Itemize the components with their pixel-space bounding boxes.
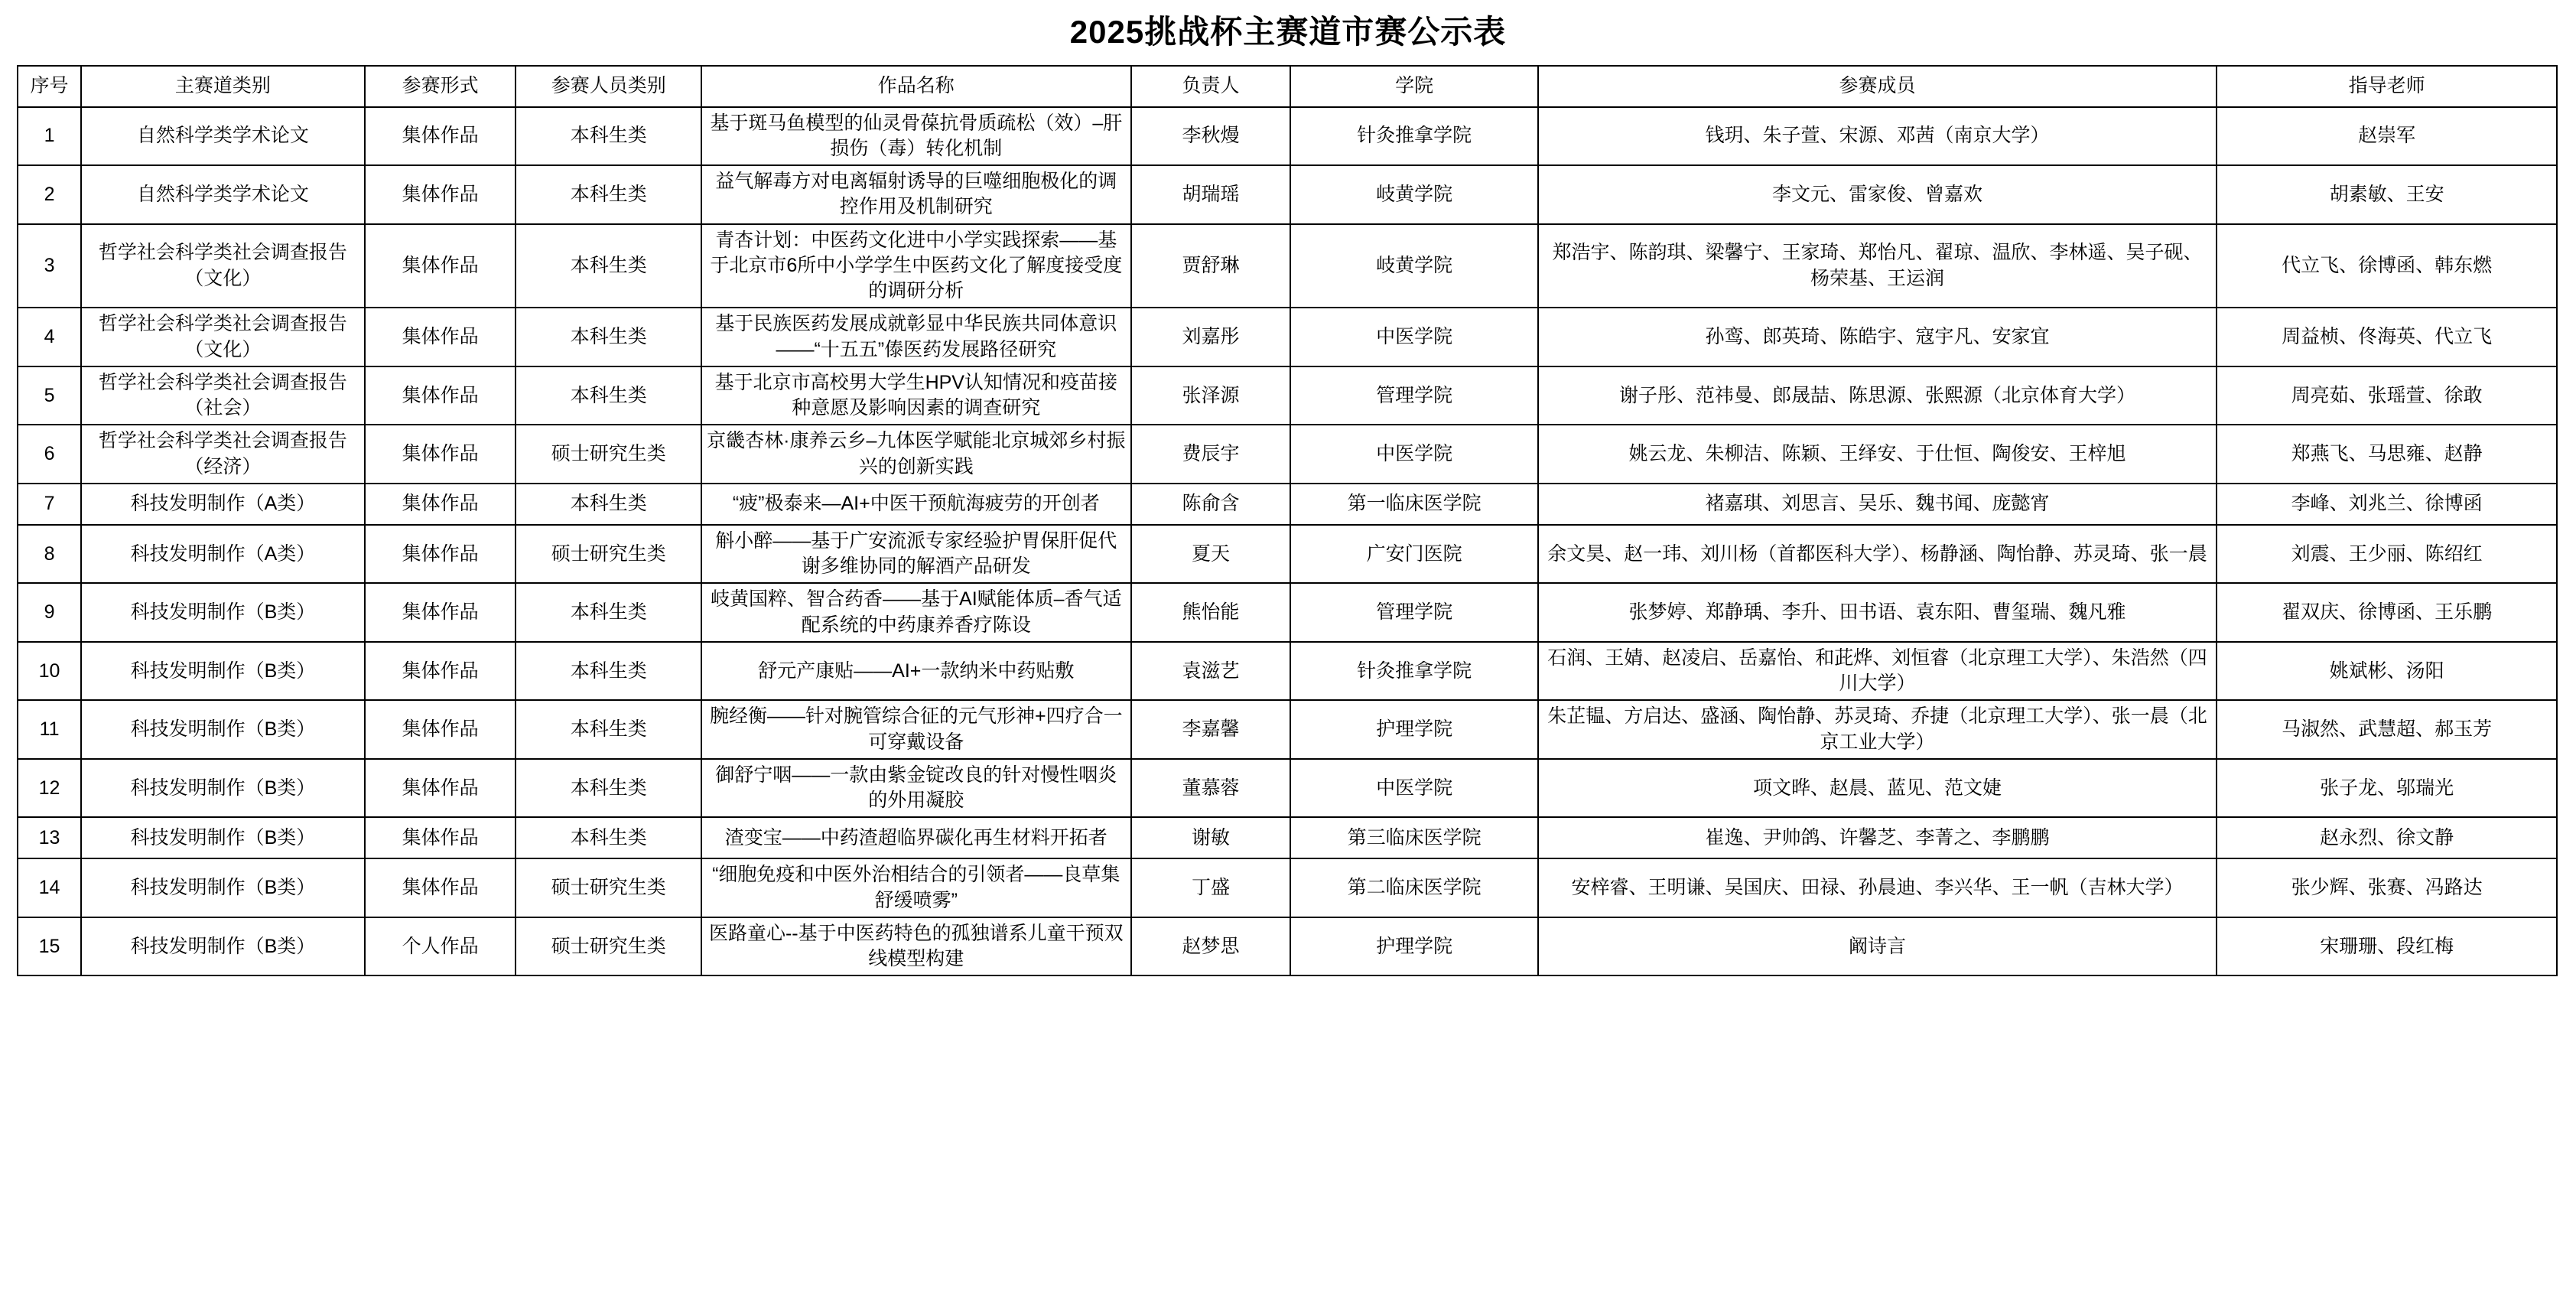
cell-leader: 谢敏 xyxy=(1131,817,1291,858)
cell-index: 12 xyxy=(18,759,81,818)
cell-index: 11 xyxy=(18,700,81,759)
cell-teachers: 郑燕飞、马思雍、赵静 xyxy=(2217,425,2557,484)
cell-college: 第二临床医学院 xyxy=(1290,858,1537,917)
table-row xyxy=(18,308,2557,366)
cell-members: 石润、王婧、赵凌启、岳嘉怡、和茈烨、刘恒睿（北京理工大学）、朱浩然（四川大学） xyxy=(1538,642,2217,701)
table-header-row xyxy=(18,66,2557,107)
cell-college: 广安门医院 xyxy=(1290,525,1537,584)
cell-category: 自然科学类学术论文 xyxy=(81,165,365,224)
cell-index: 1 xyxy=(18,107,81,166)
cell-college: 第一临床医学院 xyxy=(1290,484,1537,525)
cell-teachers: 李峰、刘兆兰、徐博函 xyxy=(2217,484,2557,525)
cell-work: 腕经衡——针对腕管综合征的元气形神+四疗合一可穿戴设备 xyxy=(701,700,1131,759)
cell-form: 集体作品 xyxy=(365,525,516,584)
cell-form: 集体作品 xyxy=(365,366,516,425)
cell-work: 基于民族医药发展成就彰显中华民族共同体意识——“十五五”傣医药发展路径研究 xyxy=(701,308,1131,366)
cell-teachers: 宋珊珊、段红梅 xyxy=(2217,917,2557,976)
cell-participant-type: 本科生类 xyxy=(516,107,701,166)
cell-category: 哲学社会科学类社会调查报告（文化） xyxy=(81,224,365,308)
cell-index: 8 xyxy=(18,525,81,584)
cell-index: 15 xyxy=(18,917,81,976)
cell-college: 中医学院 xyxy=(1290,308,1537,366)
cell-index: 6 xyxy=(18,425,81,484)
cell-leader: 董慕蓉 xyxy=(1131,759,1291,818)
table-row xyxy=(18,759,2557,818)
cell-category: 科技发明制作（A类） xyxy=(81,525,365,584)
cell-work: 御舒宁咽——一款由紫金锭改良的针对慢性咽炎的外用凝胶 xyxy=(701,759,1131,818)
column-header-index: 序号 xyxy=(18,66,81,107)
cell-members: 孙鸾、郎英琦、陈皓宇、寇宇凡、安家宜 xyxy=(1538,308,2217,366)
cell-participant-type: 本科生类 xyxy=(516,583,701,642)
cell-form: 集体作品 xyxy=(365,165,516,224)
cell-index: 4 xyxy=(18,308,81,366)
cell-leader: 李秋熳 xyxy=(1131,107,1291,166)
cell-teachers: 刘震、王少丽、陈绍红 xyxy=(2217,525,2557,584)
cell-members: 褚嘉琪、刘思言、吴乐、魏书闻、庞懿宵 xyxy=(1538,484,2217,525)
cell-leader: 胡瑞瑶 xyxy=(1131,165,1291,224)
column-header-members: 参赛成员 xyxy=(1538,66,2217,107)
cell-participant-type: 本科生类 xyxy=(516,165,701,224)
page-title: 2025挑战杯主赛道市赛公示表 xyxy=(1069,14,1507,50)
cell-work: “疲”极泰来—AI+中医干预航海疲劳的开创者 xyxy=(701,484,1131,525)
cell-form: 集体作品 xyxy=(365,583,516,642)
cell-college: 第三临床医学院 xyxy=(1290,817,1537,858)
cell-category: 科技发明制作（B类） xyxy=(81,642,365,701)
cell-index: 3 xyxy=(18,224,81,308)
cell-college: 管理学院 xyxy=(1290,366,1537,425)
table-row xyxy=(18,366,2557,425)
cell-leader: 张泽源 xyxy=(1131,366,1291,425)
cell-form: 集体作品 xyxy=(365,858,516,917)
cell-members: 郑浩宇、陈韵琪、梁馨宁、王家琦、郑怡凡、翟琼、温欣、李林遥、吴子砚、杨荣基、王运润 xyxy=(1538,224,2217,308)
column-header-work: 作品名称 xyxy=(701,66,1131,107)
cell-form: 集体作品 xyxy=(365,817,516,858)
cell-participant-type: 硕士研究生类 xyxy=(516,858,701,917)
cell-participant-type: 本科生类 xyxy=(516,642,701,701)
cell-category: 自然科学类学术论文 xyxy=(81,107,365,166)
cell-participant-type: 硕士研究生类 xyxy=(516,917,701,976)
cell-teachers: 马淑然、武慧超、郝玉芳 xyxy=(2217,700,2557,759)
cell-college: 护理学院 xyxy=(1290,917,1537,976)
cell-leader: 袁滋艺 xyxy=(1131,642,1291,701)
column-header-category: 主赛道类别 xyxy=(81,66,365,107)
table-row xyxy=(18,817,2557,858)
cell-participant-type: 本科生类 xyxy=(516,308,701,366)
cell-category: 科技发明制作（B类） xyxy=(81,917,365,976)
cell-work: 青杏计划：中医药文化进中小学实践探索——基于北京市6所中小学学生中医药文化了解度接受度的调研分析 xyxy=(701,224,1131,308)
column-header-participant-type: 参赛人员类别 xyxy=(516,66,701,107)
cell-index: 14 xyxy=(18,858,81,917)
table-row xyxy=(18,700,2557,759)
cell-leader: 费辰宇 xyxy=(1131,425,1291,484)
cell-index: 2 xyxy=(18,165,81,224)
cell-work: 益气解毒方对电离辐射诱导的巨噬细胞极化的调控作用及机制研究 xyxy=(701,165,1131,224)
table-row xyxy=(18,484,2557,525)
public-notice-table xyxy=(17,65,2558,977)
cell-participant-type: 本科生类 xyxy=(516,484,701,525)
cell-participant-type: 硕士研究生类 xyxy=(516,525,701,584)
cell-leader: 夏天 xyxy=(1131,525,1291,584)
cell-work: 基于北京市高校男大学生HPV认知情况和疫苗接种意愿及影响因素的调查研究 xyxy=(701,366,1131,425)
cell-participant-type: 硕士研究生类 xyxy=(516,425,701,484)
cell-category: 科技发明制作（B类） xyxy=(81,817,365,858)
cell-leader: 刘嘉彤 xyxy=(1131,308,1291,366)
cell-college: 中医学院 xyxy=(1290,425,1537,484)
cell-college: 岐黄学院 xyxy=(1290,224,1537,308)
cell-category: 哲学社会科学类社会调查报告（社会） xyxy=(81,366,365,425)
table-row xyxy=(18,583,2557,642)
cell-members: 姚云龙、朱柳洁、陈颖、王绎安、于仕恒、陶俊安、王梓旭 xyxy=(1538,425,2217,484)
table-row xyxy=(18,858,2557,917)
table-row xyxy=(18,224,2557,308)
cell-form: 集体作品 xyxy=(365,308,516,366)
cell-members: 余文昊、赵一玮、刘川杨（首都医科大学）、杨静涵、陶怡静、苏灵琦、张一晨 xyxy=(1538,525,2217,584)
cell-leader: 李嘉馨 xyxy=(1131,700,1291,759)
cell-index: 5 xyxy=(18,366,81,425)
cell-work: 岐黄国粹、智合药香——基于AI赋能体质–香气适配系统的中药康养香疗陈设 xyxy=(701,583,1131,642)
cell-college: 针灸推拿学院 xyxy=(1290,642,1537,701)
column-header-teachers: 指导老师 xyxy=(2217,66,2557,107)
cell-members: 谢子彤、范祎曼、郎晟喆、陈思源、张熙源（北京体育大学） xyxy=(1538,366,2217,425)
cell-members: 崔逸、尹帅鸽、许馨芝、李菁之、李鹏鹏 xyxy=(1538,817,2217,858)
cell-form: 集体作品 xyxy=(365,642,516,701)
cell-participant-type: 本科生类 xyxy=(516,224,701,308)
cell-members: 安梓睿、王明谦、吴国庆、田禄、孙晨迪、李兴华、王一帆（吉林大学） xyxy=(1538,858,2217,917)
cell-teachers: 赵永烈、徐文静 xyxy=(2217,817,2557,858)
cell-participant-type: 本科生类 xyxy=(516,817,701,858)
cell-form: 集体作品 xyxy=(365,700,516,759)
cell-teachers: 张少辉、张赛、冯路达 xyxy=(2217,858,2557,917)
cell-leader: 丁盛 xyxy=(1131,858,1291,917)
cell-category: 科技发明制作（B类） xyxy=(81,583,365,642)
column-header-college: 学院 xyxy=(1290,66,1537,107)
cell-participant-type: 本科生类 xyxy=(516,700,701,759)
cell-teachers: 周亮茹、张瑶萱、徐敢 xyxy=(2217,366,2557,425)
column-header-leader: 负责人 xyxy=(1131,66,1291,107)
cell-teachers: 姚斌彬、汤阳 xyxy=(2217,642,2557,701)
cell-members: 项文晔、赵晨、蓝见、范文婕 xyxy=(1538,759,2217,818)
cell-teachers: 翟双庆、徐博函、王乐鹏 xyxy=(2217,583,2557,642)
table-row xyxy=(18,642,2557,701)
cell-category: 科技发明制作（B类） xyxy=(81,759,365,818)
table-row xyxy=(18,917,2557,976)
cell-index: 9 xyxy=(18,583,81,642)
cell-teachers: 周益桢、佟海英、代立飞 xyxy=(2217,308,2557,366)
table-row xyxy=(18,107,2557,166)
cell-members: 钱玥、朱子萱、宋源、邓茜（南京大学） xyxy=(1538,107,2217,166)
cell-teachers: 胡素敏、王安 xyxy=(2217,165,2557,224)
cell-category: 哲学社会科学类社会调查报告（文化） xyxy=(81,308,365,366)
cell-work: 斛小醉——基于广安流派专家经验护胃保肝促代谢多维协同的解酒产品研发 xyxy=(701,525,1131,584)
cell-teachers: 张子龙、邬瑞光 xyxy=(2217,759,2557,818)
cell-form: 集体作品 xyxy=(365,425,516,484)
cell-college: 护理学院 xyxy=(1290,700,1537,759)
cell-form: 集体作品 xyxy=(365,759,516,818)
cell-category: 科技发明制作（B类） xyxy=(81,700,365,759)
cell-college: 岐黄学院 xyxy=(1290,165,1537,224)
cell-members: 张梦婷、郑静瑀、李升、田书语、袁东阳、曹玺瑞、魏凡雅 xyxy=(1538,583,2217,642)
cell-participant-type: 本科生类 xyxy=(516,759,701,818)
cell-index: 7 xyxy=(18,484,81,525)
cell-leader: 赵梦思 xyxy=(1131,917,1291,976)
table-row xyxy=(18,425,2557,484)
cell-teachers: 赵崇军 xyxy=(2217,107,2557,166)
cell-work: 基于斑马鱼模型的仙灵骨葆抗骨质疏松（效）–肝损伤（毒）转化机制 xyxy=(701,107,1131,166)
cell-work: 舒元产康贴——AI+一款纳米中药贴敷 xyxy=(701,642,1131,701)
cell-leader: 熊怡能 xyxy=(1131,583,1291,642)
column-header-form: 参赛形式 xyxy=(365,66,516,107)
cell-college: 针灸推拿学院 xyxy=(1290,107,1537,166)
cell-work: 渣变宝——中药渣超临界碳化再生材料开拓者 xyxy=(701,817,1131,858)
cell-form: 集体作品 xyxy=(365,107,516,166)
cell-work: 京畿杏林·康养云乡–九体医学赋能北京城郊乡村振兴的创新实践 xyxy=(701,425,1131,484)
cell-form: 个人作品 xyxy=(365,917,516,976)
cell-form: 集体作品 xyxy=(365,224,516,308)
cell-category: 科技发明制作（A类） xyxy=(81,484,365,525)
cell-work: 医路童心--基于中医药特色的孤独谱系儿童干预双线模型构建 xyxy=(701,917,1131,976)
cell-participant-type: 本科生类 xyxy=(516,366,701,425)
table-row xyxy=(18,525,2557,584)
cell-category: 哲学社会科学类社会调查报告（经济） xyxy=(81,425,365,484)
cell-work: “细胞免疫和中医外治相结合的引领者——良草集舒缓喷雾” xyxy=(701,858,1131,917)
cell-form: 集体作品 xyxy=(365,484,516,525)
cell-members: 朱芷韫、方启达、盛涵、陶怡静、苏灵琦、乔捷（北京理工大学）、张一晨（北京工业大学） xyxy=(1538,700,2217,759)
table-row xyxy=(18,165,2557,224)
cell-index: 13 xyxy=(18,817,81,858)
cell-leader: 贾舒琳 xyxy=(1131,224,1291,308)
cell-index: 10 xyxy=(18,642,81,701)
cell-college: 中医学院 xyxy=(1290,759,1537,818)
cell-leader: 陈俞含 xyxy=(1131,484,1291,525)
cell-teachers: 代立飞、徐博函、韩东燃 xyxy=(2217,224,2557,308)
cell-category: 科技发明制作（B类） xyxy=(81,858,365,917)
cell-members: 李文元、雷家俊、曾嘉欢 xyxy=(1538,165,2217,224)
cell-members: 阚诗言 xyxy=(1538,917,2217,976)
cell-college: 管理学院 xyxy=(1290,583,1537,642)
